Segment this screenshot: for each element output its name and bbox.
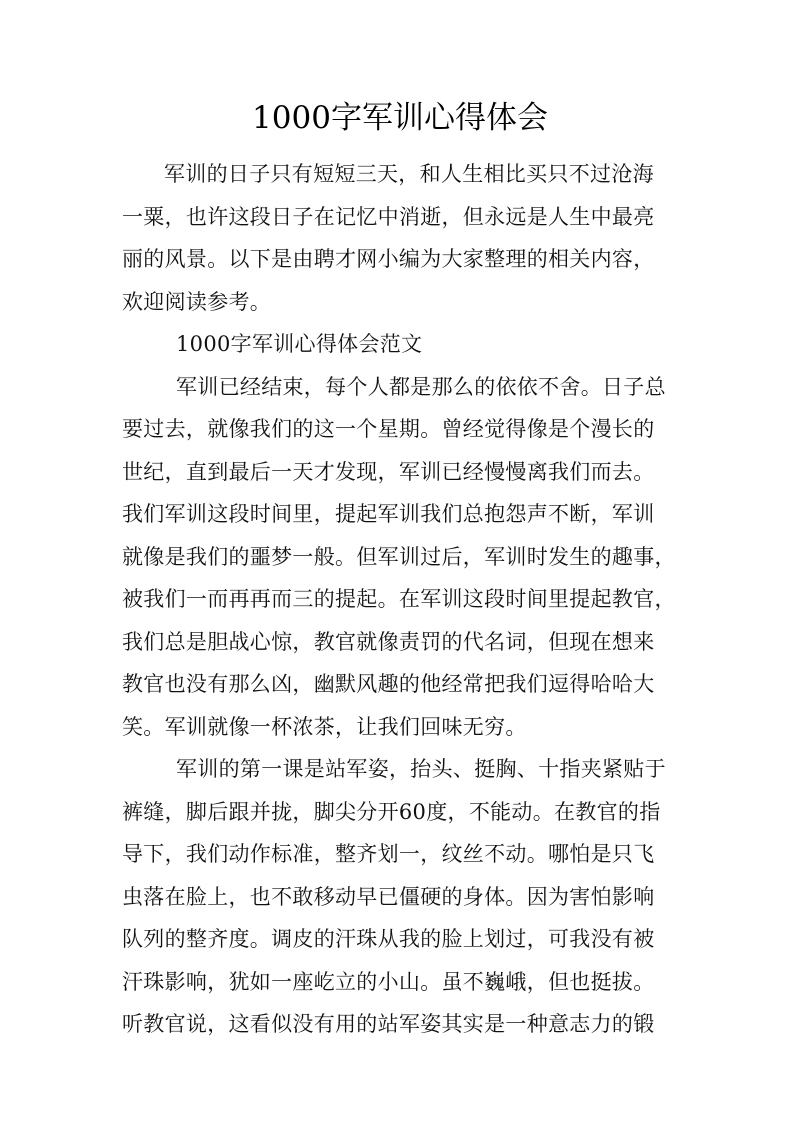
document-body — [122, 153, 682, 1046]
text-line: 1000字军训心得体会范文 — [176, 332, 423, 356]
text-line: 虫落在脸上，也不敢移动早已僵硬的身体。因为害怕影响 — [122, 884, 655, 909]
text-line: 要过去，就像我们的这一个星期。曾经觉得像是个漫长的 — [122, 417, 655, 441]
text-line: 笑。军训就像一杯浓茶，让我们回味无穷。 — [122, 714, 527, 739]
text-line: 就像是我们的噩梦一般。但军训过后，军训时发生的趣事， — [122, 544, 676, 569]
text-line: 丽的风景。以下是由聘才网小编为大家整理的相关内容， — [122, 247, 655, 271]
text-line: 我们总是胆战心惊，教官就像责罚的代名词，但现在想来 — [122, 629, 655, 654]
text-line: 听教官说，这看似没有用的站军姿其实是一种意志力的锻 — [122, 1012, 655, 1036]
text-line: 队列的整齐度。调皮的汗珠从我的脸上划过，可我没有被 — [122, 927, 655, 951]
text-line: 教官也没有那么凶，幽默风趣的他经常把我们逗得哈哈大 — [122, 672, 655, 696]
text-line: 一粟，也许这段日子在记忆中消逝，但永远是人生中最亮 — [122, 204, 655, 229]
text-line: 裤缝，脚后跟并拢，脚尖分开60度，不能动。在教官的指 — [122, 799, 661, 824]
text-line: 被我们一而再再而三的提起。在军训这段时间里提起教官， — [122, 587, 676, 611]
text-line: 世纪，直到最后一天才发现，军训已经慢慢离我们而去。 — [122, 459, 655, 484]
text-line: 军训的日子只有短短三天，和人生相比买只不过沧海 — [164, 162, 654, 186]
text-line: 我们军训这段时间里，提起军训我们总抱怨声不断，军训 — [122, 502, 655, 526]
text-line: 汗珠影响，犹如一座屹立的小山。虽不巍峨，但也挺拔。 — [122, 969, 655, 994]
text-line: 军训的第一课是站军姿，抬头、挺胸、十指夹紧贴于 — [176, 757, 666, 781]
text-line: 军训已经结束，每个人都是那么的依依不舍。日子总 — [176, 374, 666, 399]
document-title: 1000字军训心得体会 — [252, 100, 548, 136]
text-line: 欢迎阅读参考。 — [122, 289, 272, 314]
text-line: 导下，我们动作标准，整齐划一，纹丝不动。哪怕是只飞 — [122, 842, 655, 866]
